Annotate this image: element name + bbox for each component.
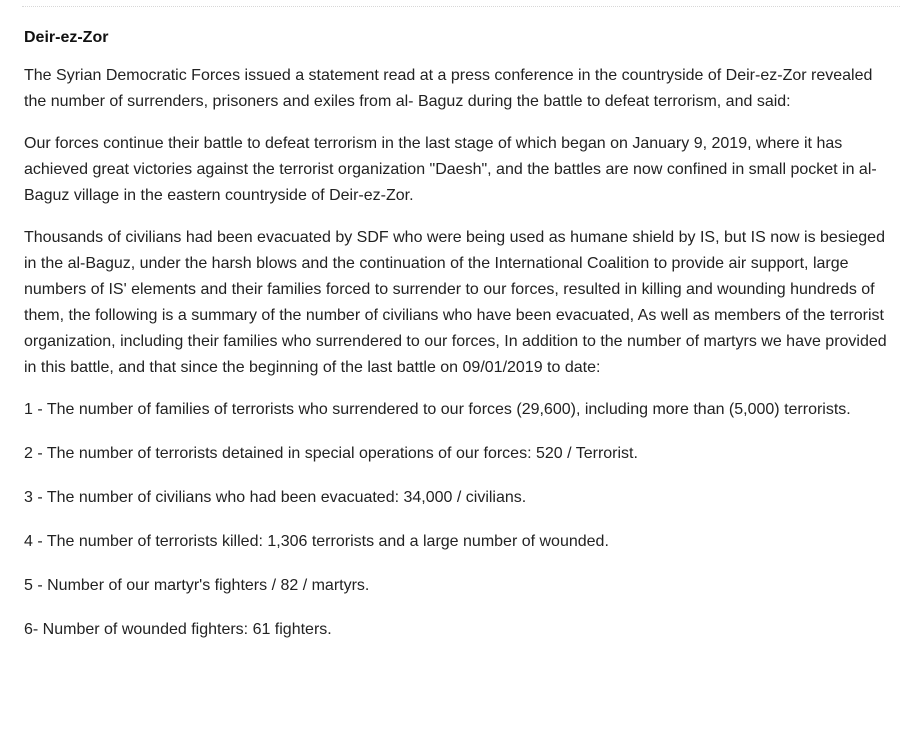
stat-item: 4 - The number of terrorists killed: 1,306 terrorists and a large number of wounded. [24,533,609,550]
stat-item: 6- Number of wounded fighters: 61 fighters. [24,621,332,638]
article-body [24,28,890,661]
stat-item: 3 - The number of civilians who had been evacuated: 34,000 / civilians. [24,489,527,506]
stat-item: 5 - Number of our martyr's fighters / 82 / martyrs. [24,577,370,594]
article-paragraph: Thousands of civilians had been evacuated by SDF who were being used as humane shield by IS, but IS now is besieged in the al-Baguz, under the harsh blows and the continuation of the International Coalition to provide air support, large numbers of IS' elements and their families forced to surrender to our forces, resulted in killing and wounding hundreds of them, the following is a summary of the number of civilians who have been evacuated, As well as members of the terrorist organization, including their families who surrendered to our forces, In addition to the number of martyrs we have provided in this battle, and that since the beginning of the last battle on 09/01/2019 to date: [24,229,887,376]
article-paragraph: Our forces continue their battle to defeat terrorism in the last stage of which began on January 9, 2019, where it has achieved great victories against the terrorist organization "Daesh", and the battles are now confined in small pocket in al-Baguz village in the eastern countryside of Deir-ez-Zor. [24,135,877,204]
article-paragraph: The Syrian Democratic Forces issued a statement read at a press conference in the countryside of Deir-ez-Zor revealed the number of surrenders, prisoners and exiles from al- Baguz during the battle to defeat terrorism, and said: [24,67,873,110]
article-heading: Deir-ez-Zor [24,29,109,46]
top-divider [22,6,900,7]
stat-item: 2 - The number of terrorists detained in special operations of our forces: 520 / Terrorist. [24,445,638,462]
stat-item: 1 - The number of families of terrorists who surrendered to our forces (29,600), including more than (5,000) terrorists. [24,401,851,418]
